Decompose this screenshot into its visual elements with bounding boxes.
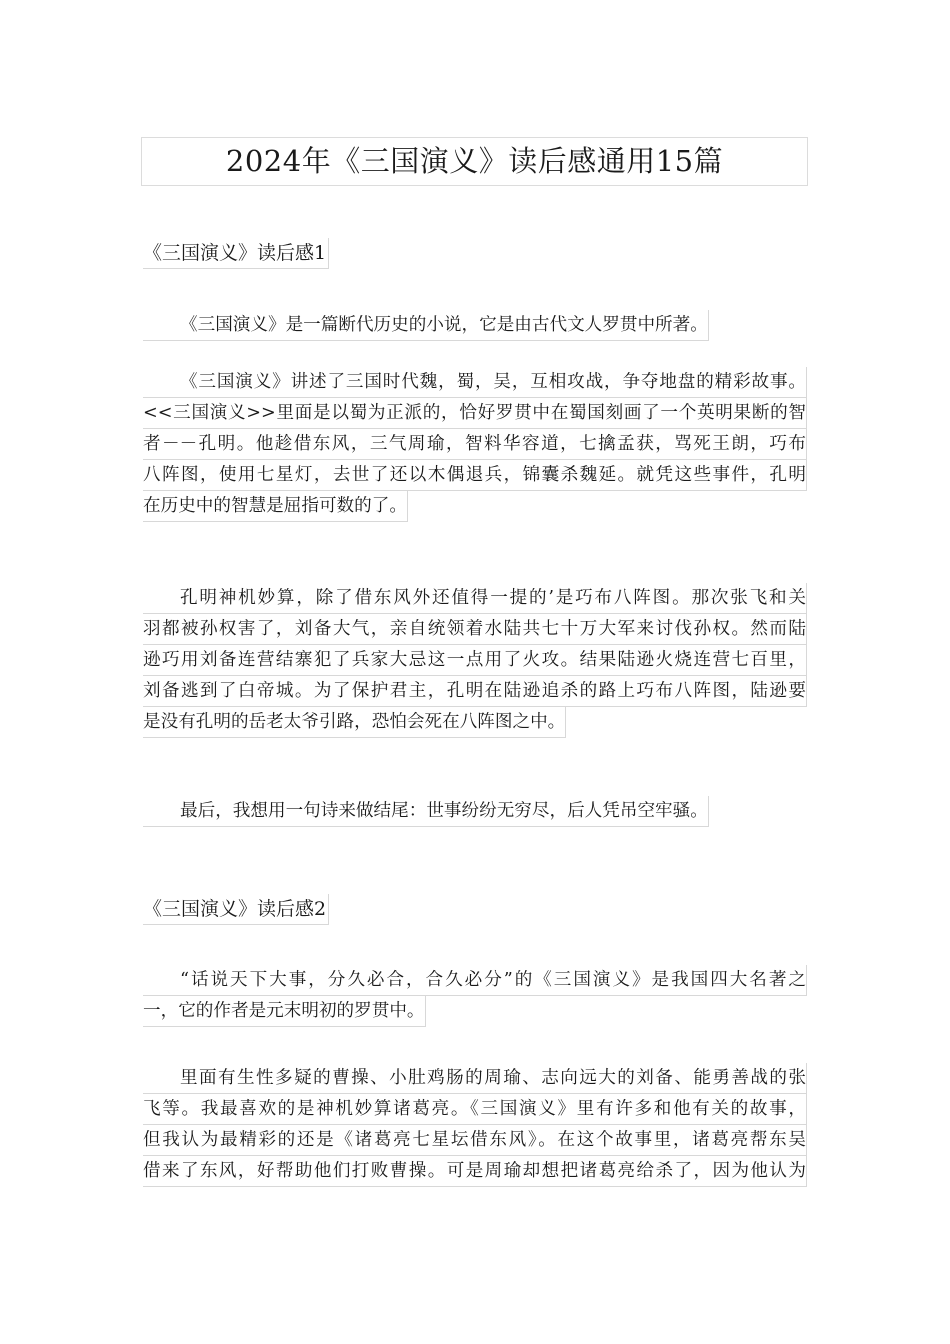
paragraph — [143, 1063, 807, 1187]
document-title: 2024年《三国演义》读后感通用15篇 — [141, 137, 808, 186]
paragraph — [143, 796, 807, 832]
section-heading-1: 《三国演义》读后感1 — [143, 238, 329, 269]
paragraph-line: 八阵图，使用七星灯，去世了还以木偶退兵，锦囊杀魏延。就凭这些事件，孔明 — [143, 460, 807, 491]
paragraph-line: 里面有生性多疑的曹操、小肚鸡肠的周瑜、志向远大的刘备、能勇善战的张 — [143, 1063, 807, 1094]
paragraph-line: 是没有孔明的岳老太爷引路，恐怕会死在八阵图之中。 — [143, 707, 566, 738]
paragraph-line: 者－－孔明。他趁借东风，三气周瑜，智料华容道，七擒孟获，骂死王朗，巧布 — [143, 429, 807, 460]
paragraph-line: 在历史中的智慧是屈指可数的了。 — [143, 491, 408, 522]
paragraph-line: 最后，我想用一句诗来做结尾：世事纷纷无穷尽，后人凭吊空牢骚。 — [143, 796, 709, 827]
paragraph-line: “话说天下大事，分久必合，合久必分”的《三国演义》是我国四大名著之 — [143, 965, 807, 996]
paragraph-line: 飞等。我最喜欢的是神机妙算诸葛亮。《三国演义》里有许多和他有关的故事， — [143, 1094, 807, 1125]
paragraph — [143, 583, 807, 743]
paragraph-line: <<三国演义>>里面是以蜀为正派的，恰好罗贯中在蜀国刻画了一个英明果断的智 — [143, 398, 807, 429]
paragraph-line: 借来了东风，好帮助他们打败曹操。可是周瑜却想把诸葛亮给杀了，因为他认为 — [143, 1156, 807, 1187]
paragraph-line: 逊巧用刘备连营结寨犯了兵家大忌这一点用了火攻。结果陆逊火烧连营七百里， — [143, 645, 807, 676]
paragraph-line: 刘备逃到了白帝城。为了保护君主，孔明在陆逊追杀的路上巧布八阵图，陆逊要 — [143, 676, 807, 707]
paragraph — [143, 367, 807, 527]
paragraph-line: 一，它的作者是元末明初的罗贯中。 — [143, 996, 426, 1027]
paragraph — [143, 965, 807, 1032]
paragraph — [143, 310, 807, 346]
paragraph-line: 《三国演义》讲述了三国时代魏，蜀，吴，互相攻战，争夺地盘的精彩故事。 — [143, 367, 807, 398]
paragraph-line: 但我认为最精彩的还是《诸葛亮七星坛借东风》。在这个故事里，诸葛亮帮东吴 — [143, 1125, 807, 1156]
paragraph-line: 羽都被孙权害了，刘备大气，亲自统领着水陆共七十万大军来讨伐孙权。然而陆 — [143, 614, 807, 645]
section-heading-2: 《三国演义》读后感2 — [143, 894, 329, 925]
paragraph-line: 《三国演义》是一篇断代历史的小说，它是由古代文人罗贯中所著。 — [143, 310, 709, 341]
paragraph-line: 孔明神机妙算，除了借东风外还值得一提的’是巧布八阵图。那次张飞和关 — [143, 583, 807, 614]
